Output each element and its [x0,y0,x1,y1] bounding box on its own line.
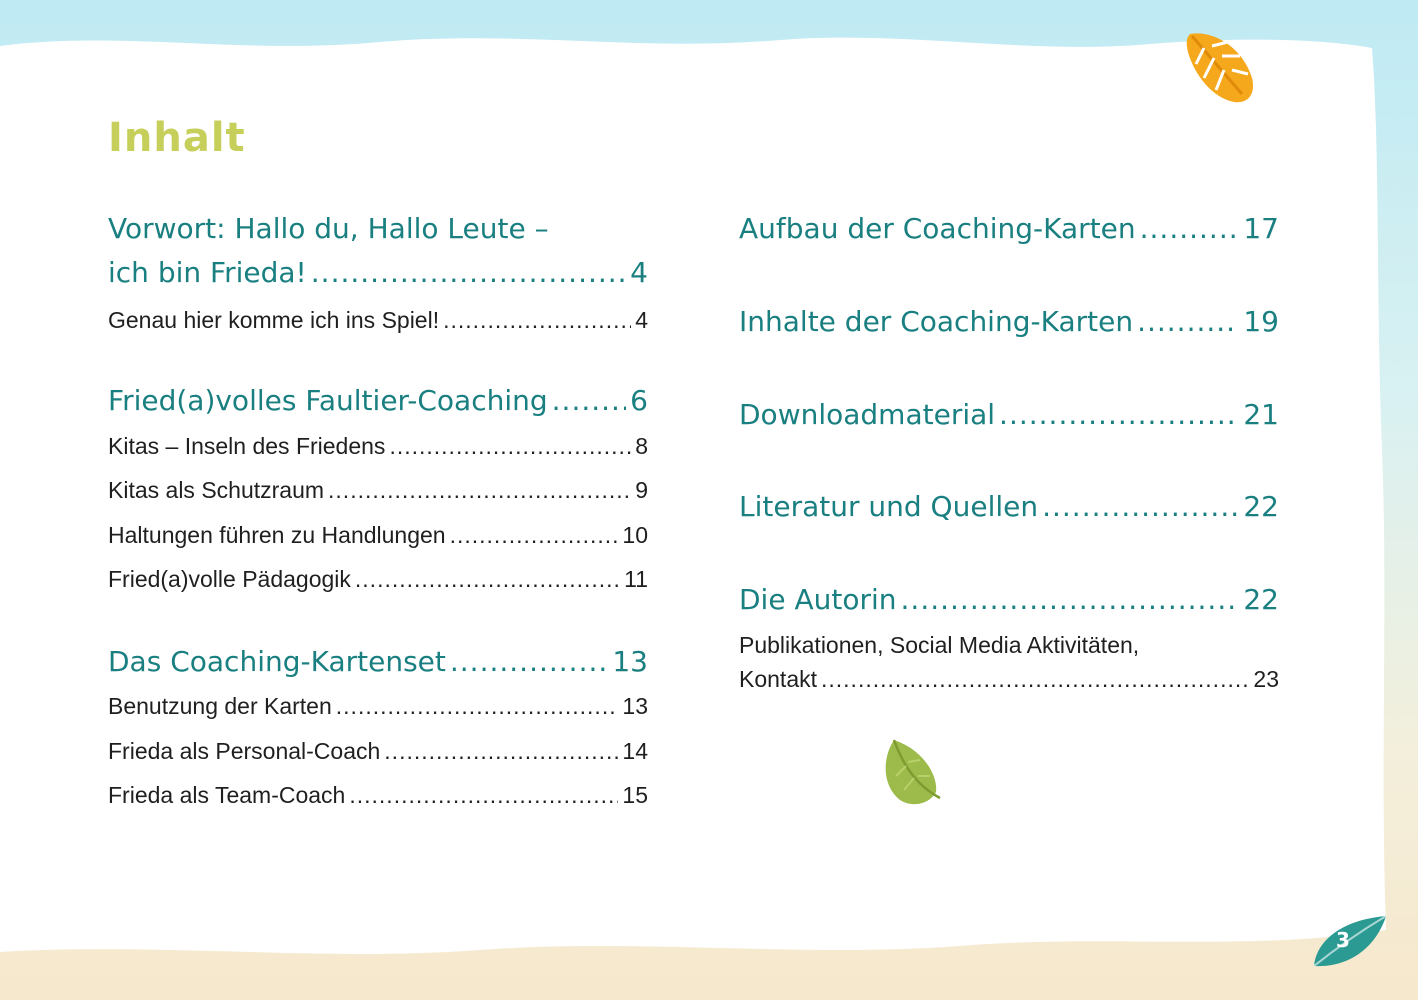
dot-leader [355,566,620,593]
toc-entry-title: Literatur und Quellen [739,490,1039,523]
toc-entry-page: 17 [1243,212,1279,245]
dot-leader [999,398,1239,431]
toc-entry-title: Kontakt [739,666,817,692]
toc-entry-title: Benutzung der Karten [108,693,332,719]
toc-entry-paedagogik[interactable] [108,566,648,593]
dot-leader [389,433,631,460]
dot-leader [450,645,608,678]
toc-entry-title: Frieda als Team-Coach [108,782,346,808]
toc-entry-downloadmaterial[interactable] [739,398,1279,431]
toc-entry-title: Inhalte der Coaching-Karten [739,305,1134,338]
toc-heading-vorwort-line1: Vorwort: Hallo du, Hallo Leute – [108,212,549,245]
page-number: 3 [1336,928,1350,952]
toc-entry-benutzung[interactable] [108,693,648,720]
toc-entry-page: 13 [612,645,648,678]
toc-entry-literatur[interactable] [739,490,1279,523]
toc-entry-faultier-coaching[interactable] [108,384,648,417]
toc-entry-page: 10 [622,522,648,548]
toc-entry-page: 22 [1243,490,1279,523]
toc-entry-title: Die Autorin [739,583,897,616]
toc-entry-title: Kitas – Inseln des Friedens [108,433,386,459]
toc-entry-page: 13 [622,693,648,719]
toc-entry-page: 14 [622,738,648,764]
toc-subentry-publikationen-line1: Publikationen, Social Media Aktivitäten, [739,632,1140,658]
dot-leader [552,384,627,417]
page-title: Inhalt [108,115,246,161]
dot-leader [1137,305,1239,338]
toc-entry-title: Fried(a)volles Faultier-Coaching [108,384,548,417]
toc-entry-title: ich bin Frieda! [108,256,307,289]
dot-leader [384,738,618,765]
dot-leader [821,666,1249,693]
toc-entry-title: Genau hier komme ich ins Spiel! [108,307,440,333]
toc-entry-personal-coach[interactable] [108,738,648,765]
toc-entry-vorwort[interactable] [108,256,648,289]
dot-leader [1042,490,1239,523]
toc-entry-kartenset[interactable] [108,645,648,678]
toc-entry-page: 19 [1243,305,1279,338]
dot-leader [311,256,626,289]
dot-leader [349,782,618,809]
dot-leader [1140,212,1240,245]
toc-entry-page: 8 [635,433,648,459]
toc-entry-title: Haltungen führen zu Handlungen [108,522,446,548]
dot-leader [443,307,631,334]
toc-entry-page: 11 [624,566,648,592]
toc-entry-page: 23 [1253,666,1279,692]
toc-entry-aufbau[interactable] [739,212,1279,245]
toc-entry-title: Downloadmaterial [739,398,996,431]
dot-leader [336,693,619,720]
toc-entry-page: 4 [630,256,648,289]
toc-entry-kontakt[interactable] [739,666,1279,693]
dot-leader [328,477,631,504]
toc-entry-page: 15 [622,782,648,808]
toc-entry-team-coach[interactable] [108,782,648,809]
toc-entry-kitas-schutzraum[interactable] [108,477,648,504]
toc-entry-page: 22 [1243,583,1279,616]
toc-entry-page: 21 [1243,398,1279,431]
toc-entry-title: Frieda als Personal-Coach [108,738,381,764]
toc-entry-page: 6 [630,384,648,417]
toc-entry-title: Fried(a)volle Pädagogik [108,566,351,592]
toc-entry-genau-hier[interactable] [108,307,648,334]
toc-entry-haltungen[interactable] [108,522,648,549]
teal-leaf-icon [1310,912,1390,972]
dot-leader [901,583,1240,616]
toc-entry-kitas-inseln[interactable] [108,433,648,460]
dot-leader [450,522,619,549]
toc-entry-title: Das Coaching-Kartenset [108,645,446,678]
monstera-leaf-icon [1182,28,1260,108]
toc-entry-title: Kitas als Schutzraum [108,477,325,503]
toc-entry-page: 4 [635,307,648,333]
green-leaf-icon [878,736,944,808]
toc-entry-page: 9 [635,477,648,503]
toc-entry-title: Aufbau der Coaching-Karten [739,212,1136,245]
toc-entry-autorin[interactable] [739,583,1279,616]
toc-entry-inhalte[interactable] [739,305,1279,338]
